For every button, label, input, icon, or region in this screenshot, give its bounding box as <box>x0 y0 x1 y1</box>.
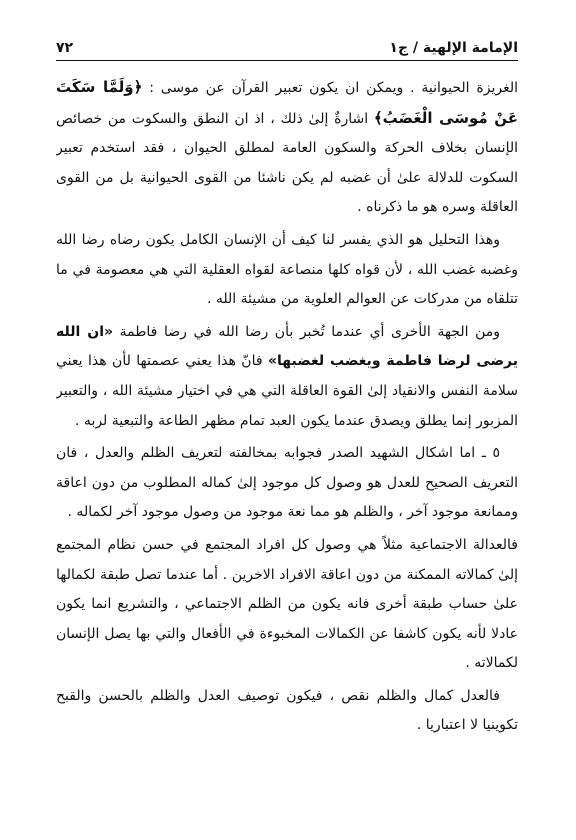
paragraph-1-text-start: الغريزة الحيوانية . ويمكن ان يكون تعبير القرآن عن موسى : <box>142 80 518 96</box>
paragraph-3-text-end: فانّ هذا يعني عصمتها لأن هذا يعني سلامة النفس والانقياد إلىٰ القوة العاقلة التي هي في اختيار مشيئة الله ، والتعبير المزبور إنما يطلق ويصدق عندما يكون العبد تمام مظهر الطاعة والتبعية لربه . <box>56 353 518 429</box>
paragraph-1-text-end: اشارةٌ إلىٰ ذلك ، اذ ان النطق والسكوت من خصائص الإنسان بخلاف الحركة والسكون العامة لمطلق الحيوان ، فقد استخدم تعبير السكوت للدلالة علىٰ أن غضبه لم يكن ناشئا من القوى الحيوانية بل من القوى العاقلة وسره هو ما ذكرناه . <box>56 110 518 216</box>
paragraph-5-text: فالعدالة الاجتماعية مثلاً هي وصول كل افراد المجتمع في حسن نظام المجتمع إلىٰ كمالاته الممكنة من دون اعاقة الافراد الاخرين . أما عندما تصل طبقة لكمالها علىٰ حساب طبقة أخرى فانه يكون من الظلم الاجتماعي ، والتشريع انما يكون عادلا لأنه يكون كاشفا عن الكمالات المخبوءة في الأفعال والتي بها يصل الإنسان لكمالاته . <box>56 536 518 672</box>
paragraph-1 <box>56 73 518 223</box>
hadith-quote: «ان الله يرضى لرضا فاطمة ويغضب لغضبها» <box>56 323 518 370</box>
paragraph-3 <box>56 318 518 436</box>
paragraph-6-text: فالعدل كمال والظلم نقص ، فيكون توصيف العدل والظلم بالحسن والقبح تكوينيا لا اعتباريا . <box>56 687 518 734</box>
running-title: الإمامة الإلهية / ج١ <box>389 40 518 56</box>
paragraph-4-text: ٥ ـ اما اشكال الشهيد الصدر فجوابه بمخالفته لتعريف الظلم والعدل ، فان التعريف الصحيح للعدل هو وصول كل موجود إلىٰ كماله المطلوب من دون اعاقة وممانعة موجود آخر ، والظلم هو مما نعة موجود من وصول موجود آخر لكماله . <box>56 445 518 521</box>
paragraph-5 <box>56 531 518 679</box>
header-rule <box>56 60 518 61</box>
paragraph-2 <box>56 226 518 315</box>
page-number: ٧٢ <box>56 40 74 56</box>
paragraph-4 <box>56 439 518 528</box>
running-head <box>56 34 518 56</box>
paragraph-3-text-start: ومن الجهة الأخرى أي عندما تُخبر بأن رضا الله في رضا فاطمة <box>113 323 501 340</box>
document-page <box>56 34 518 824</box>
paragraph-6 <box>56 682 518 741</box>
paragraph-2-text: وهذا التحليل هو الذي يفسر لنا كيف أن الإنسان الكامل يكون رضاه رضا الله وغضبه غضب الله ، لأن قواه كلها منصاعة لقواه العقلية التي هي معصومة في ما تتلقاه من مدركات عن العوالم العلوية من مشيئة الله . <box>56 231 518 308</box>
quran-quote: ﴿وَلَمَّا سَكَتَ عَنْ مُوسَى الْغَضَبُ﴾ <box>56 78 518 127</box>
body-text <box>56 73 518 741</box>
